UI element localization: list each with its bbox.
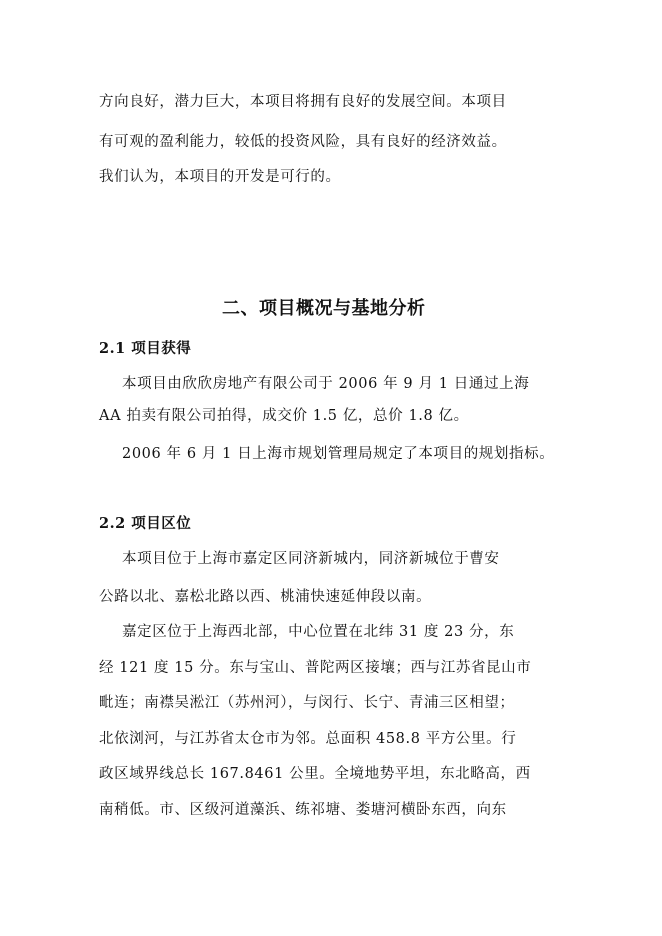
intro-line-2: 有可观的盈利能力，较低的投资风险，具有良好的经济效益。 — [99, 134, 507, 150]
section-2-line-2: 公路以北、嘉松北路以西、桃浦快速延伸段以南。 — [99, 589, 432, 605]
section-2-line-6: 北依浏河，与江苏省太仓市为邻。总面积 458.8 平方公里。行 — [99, 731, 517, 747]
intro-line-3: 我们认为，本项目的开发是可行的。 — [99, 169, 341, 185]
section-2-line-3: 嘉定区位于上海西北部，中心位置在北纬 31 度 23 分，东 — [122, 624, 515, 640]
section-2-line-8: 南稍低。市、区级河道藻浜、练祁塘、娄塘河横卧东西，向东 — [99, 802, 507, 818]
section-1-line-3: 2006 年 6 月 1 日上海市规划管理局规定了本项目的规划指标。 — [122, 446, 555, 462]
chapter-title: 二、项目概况与基地分析 — [222, 298, 426, 319]
section-2-title: 2.2 项目区位 — [99, 515, 192, 532]
section-1-title: 2.1 项目获得 — [99, 340, 192, 357]
intro-line-1: 方向良好，潜力巨大，本项目将拥有良好的发展空间。本项目 — [99, 94, 507, 110]
section-1-line-2: AA 拍卖有限公司拍得，成交价 1.5 亿，总价 1.8 亿。 — [99, 408, 469, 424]
section-2-line-4: 经 121 度 15 分。东与宝山、普陀两区接壤；西与江苏省昆山市 — [99, 660, 532, 676]
section-2-line-1: 本项目位于上海市嘉定区同济新城内，同济新城位于曹安 — [122, 551, 500, 567]
section-2-line-5: 毗连；南襟吴淞江（苏州河），与闵行、长宁、青浦三区相望； — [99, 695, 515, 711]
section-1-line-1: 本项目由欣欣房地产有限公司于 2006 年 9 月 1 日通过上海 — [122, 376, 530, 392]
section-2-line-7: 政区域界线总长 167.8461 公里。全境地势平坦，东北略高，西 — [99, 766, 531, 782]
